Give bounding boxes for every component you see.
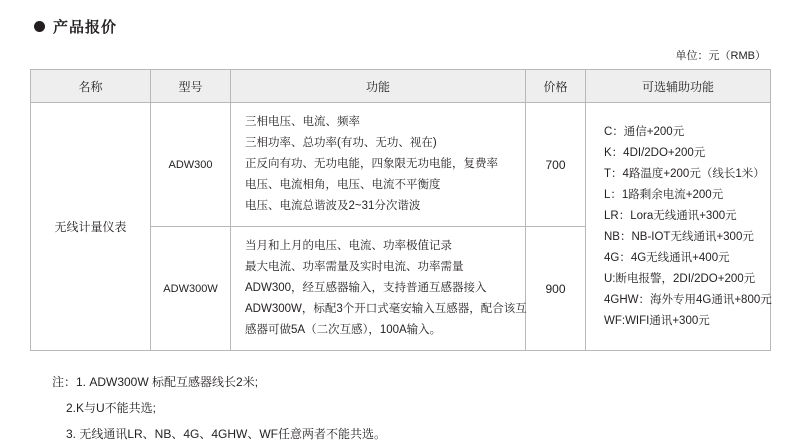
cell-model-adw300w: ADW300W (151, 227, 231, 351)
quote-table (30, 69, 771, 351)
function-line: 三相电压、电流、频率 (245, 116, 360, 128)
function-line: 三相功率、总功率(有功、无功、视在) (245, 137, 437, 149)
function-line: 最大电流、功率需量及实时电流、功率需量 (245, 261, 464, 273)
function-line: 电压、电流相角，电压、电流不平衡度 (245, 179, 441, 191)
header-optional-function: 可选辅助功能 (586, 70, 771, 103)
header-name: 名称 (31, 70, 151, 103)
page-title (30, 0, 770, 37)
unit-note: 单位：元（RMB） (675, 50, 766, 62)
header-function: 功能 (231, 70, 526, 103)
function-line: 正反向有功、无功电能，四象限无功电能，复费率 (245, 158, 498, 170)
table-header-row (31, 70, 771, 103)
table-row (31, 103, 771, 227)
function-line: 感器可做5A（二次互感），100A输入。 (245, 324, 442, 336)
cell-functions-adw300 (231, 103, 526, 227)
option-line: LR：Lora无线通讯+300元 (604, 209, 737, 222)
function-line: 当月和上月的电压、电流、功率极值记录 (245, 240, 452, 252)
page-title-text: 产品报价 (53, 19, 118, 36)
function-line: ADW300，经互感器输入，支持普通互感器接入 (245, 282, 487, 294)
option-line: U:断电报警，2DI/2DO+200元 (604, 272, 756, 285)
option-line: 4GHW：海外专用4G通讯+800元 (604, 293, 772, 306)
bullet-icon (34, 21, 45, 32)
cell-optional-functions (586, 103, 771, 351)
header-model: 型号 (151, 70, 231, 103)
cell-price-adw300w: 900 (526, 227, 586, 351)
function-line: ADW300W，标配3个开口式毫安输入互感器，配合该互 (245, 303, 527, 315)
option-line: C：通信+200元 (604, 125, 685, 138)
note-line: 注：1. ADW300W 标配互感器线长2米; (52, 375, 259, 389)
cell-price-adw300: 700 (526, 103, 586, 227)
function-line: 电压、电流总谐波及2~31分次谐波 (245, 200, 421, 212)
cell-functions-adw300w (231, 227, 526, 351)
option-line: WF:WIFI通讯+300元 (604, 314, 710, 327)
option-line: 4G：4G无线通讯+400元 (604, 251, 730, 264)
header-price: 价格 (526, 70, 586, 103)
option-line: NB：NB-IOT无线通讯+300元 (604, 230, 754, 243)
cell-product-name: 无线计量仪表 (31, 103, 151, 351)
option-line: K：4DI/2DO+200元 (604, 146, 706, 159)
note-line: 3. 无线通讯LR、NB、4G、4GHW、WF任意两者不能共选。 (66, 427, 387, 441)
option-line: L：1路剩余电流+200元 (604, 188, 724, 201)
notes-section (30, 369, 770, 447)
cell-model-adw300: ADW300 (151, 103, 231, 227)
option-line: T：4路温度+200元（线长1米） (604, 167, 765, 180)
note-line: 2.K与U不能共选; (66, 401, 157, 415)
